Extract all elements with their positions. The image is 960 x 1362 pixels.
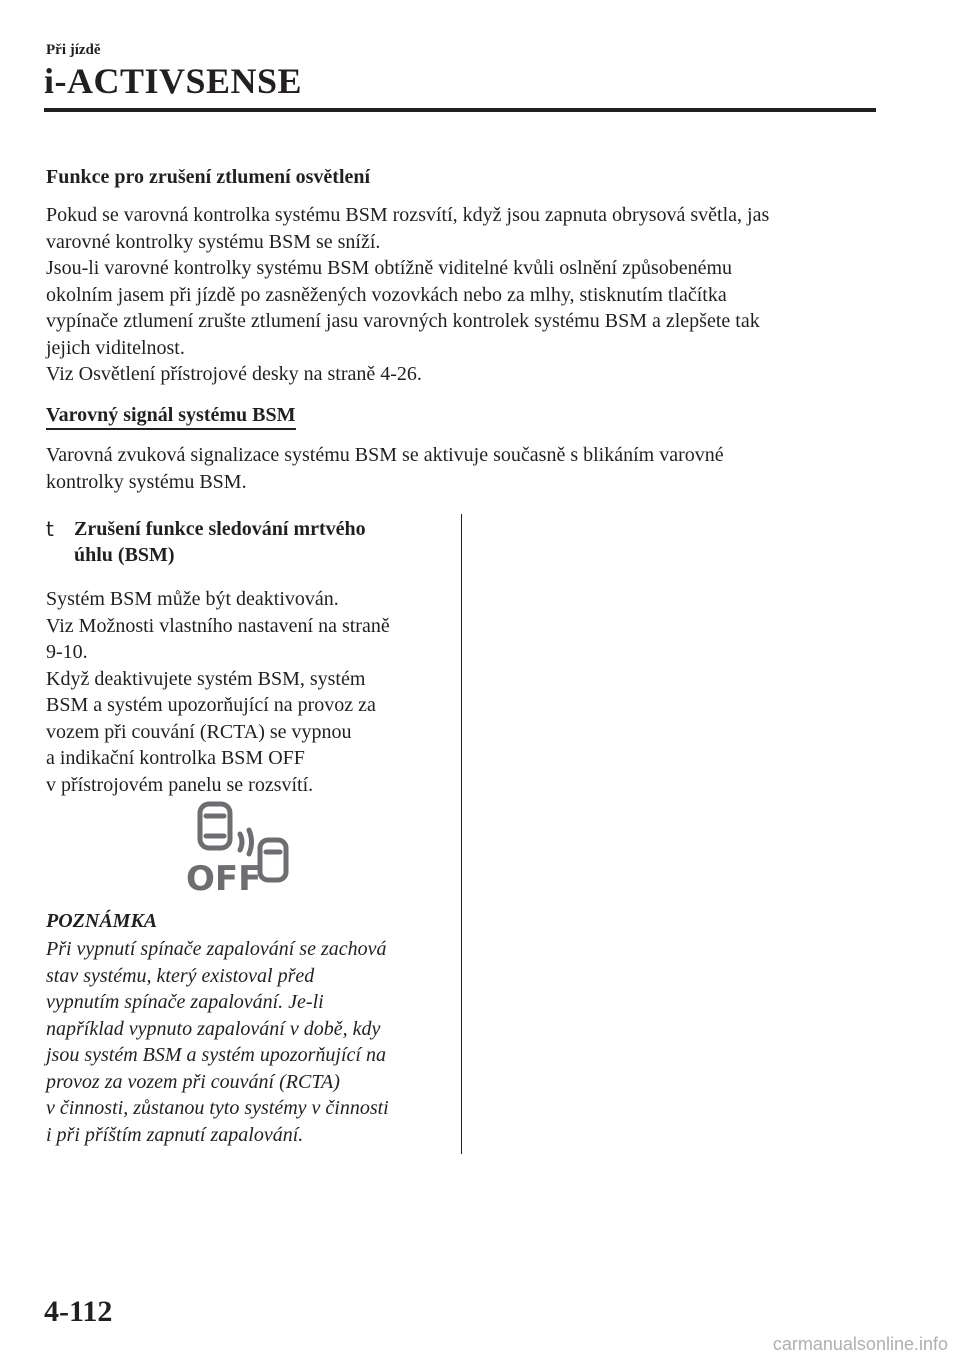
off-text: OFF bbox=[186, 859, 262, 894]
text-line: a indikační kontrolka BSM OFF bbox=[46, 747, 305, 769]
bsm-off-indicator-icon bbox=[182, 800, 294, 894]
text-line: varovné kontrolky systému BSM se sníží. bbox=[46, 230, 381, 253]
bsm-off-icon-graphic bbox=[182, 800, 294, 894]
text-line: okolním jasem při jízdě po zasněžených vozovkách nebo za mlhy, stisknutím tlačítka bbox=[46, 283, 727, 306]
text-line: Viz Možnosti vlastního nastavení na straně bbox=[46, 614, 390, 637]
note-title: POZNÁMKA bbox=[46, 910, 158, 932]
dimming-heading: Funkce pro zrušení ztlumení osvětlení bbox=[46, 166, 371, 188]
text-line: Pokud se varovná kontrolka systému BSM rozsvítí, když jsou zapnuta obrysová světla, jas bbox=[46, 204, 770, 226]
note-line: v činnosti, zůstanou tyto systémy v činnosti bbox=[46, 1097, 389, 1119]
bullet-marker: t bbox=[46, 517, 54, 541]
note-line: Při vypnutí spínače zapalování se zachová bbox=[46, 938, 387, 960]
chapter-title: i-ACTIVSENSE bbox=[44, 61, 303, 101]
section-label: Při jízdě bbox=[46, 42, 101, 58]
text-line: Když deaktivujete systém BSM, systém bbox=[46, 667, 366, 690]
warning-signal-heading bbox=[46, 402, 296, 428]
text-line: kontrolky systému BSM. bbox=[46, 470, 247, 493]
note-line: provoz za vozem při couvání (RCTA) bbox=[46, 1070, 340, 1093]
watermark: carmanualsonline.info bbox=[772, 1334, 948, 1354]
heading-line: Zrušení funkce sledování mrtvého bbox=[74, 518, 366, 540]
note-line: vypnutím spínače zapalování. Je-li bbox=[46, 991, 324, 1013]
column-divider bbox=[461, 514, 462, 1154]
text-line: BSM a systém upozorňující na provoz za bbox=[46, 694, 376, 716]
text-line: Varovná zvuková signalizace systému BSM se aktivuje současně s blikáním varovné bbox=[46, 444, 724, 466]
cancel-text bbox=[46, 586, 390, 798]
text-line: 9-10. bbox=[46, 641, 88, 663]
text-line: Viz Osvětlení přístrojové desky na straně 4-26. bbox=[46, 363, 422, 385]
text-line: Jsou-li varovné kontrolky systému BSM obtížně viditelné kvůli oslnění způsobenému bbox=[46, 257, 733, 279]
note-line: například vypnuto zapalování v době, kdy bbox=[46, 1017, 381, 1040]
note-line: jsou systém BSM a systém upozorňující na bbox=[46, 1044, 386, 1066]
dimming-text bbox=[46, 202, 769, 388]
text-line: vozem při couvání (RCTA) se vypnou bbox=[46, 720, 352, 743]
header-rule bbox=[44, 108, 876, 112]
note-line: i při příštím zapnutí zapalování. bbox=[46, 1123, 304, 1146]
page-number: 4-112 bbox=[44, 1295, 113, 1328]
note-text bbox=[46, 936, 389, 1148]
heading-line: úhlu (BSM) bbox=[74, 544, 175, 566]
note-line: stav systému, který existoval před bbox=[46, 964, 315, 987]
warning-signal-text bbox=[46, 442, 724, 495]
text-line: jejich viditelnost. bbox=[46, 336, 185, 359]
text-line: v přístrojovém panelu se rozsvítí. bbox=[46, 773, 314, 796]
text-line: vypínače ztlumení zrušte ztlumení jasu varovných kontrolek systému BSM a zlepšete tak bbox=[46, 310, 760, 332]
warning-signal-heading-text: Varovný signál systému BSM bbox=[46, 404, 296, 430]
text-line: Systém BSM může být deaktivován. bbox=[46, 588, 339, 610]
cancel-heading bbox=[74, 516, 366, 568]
